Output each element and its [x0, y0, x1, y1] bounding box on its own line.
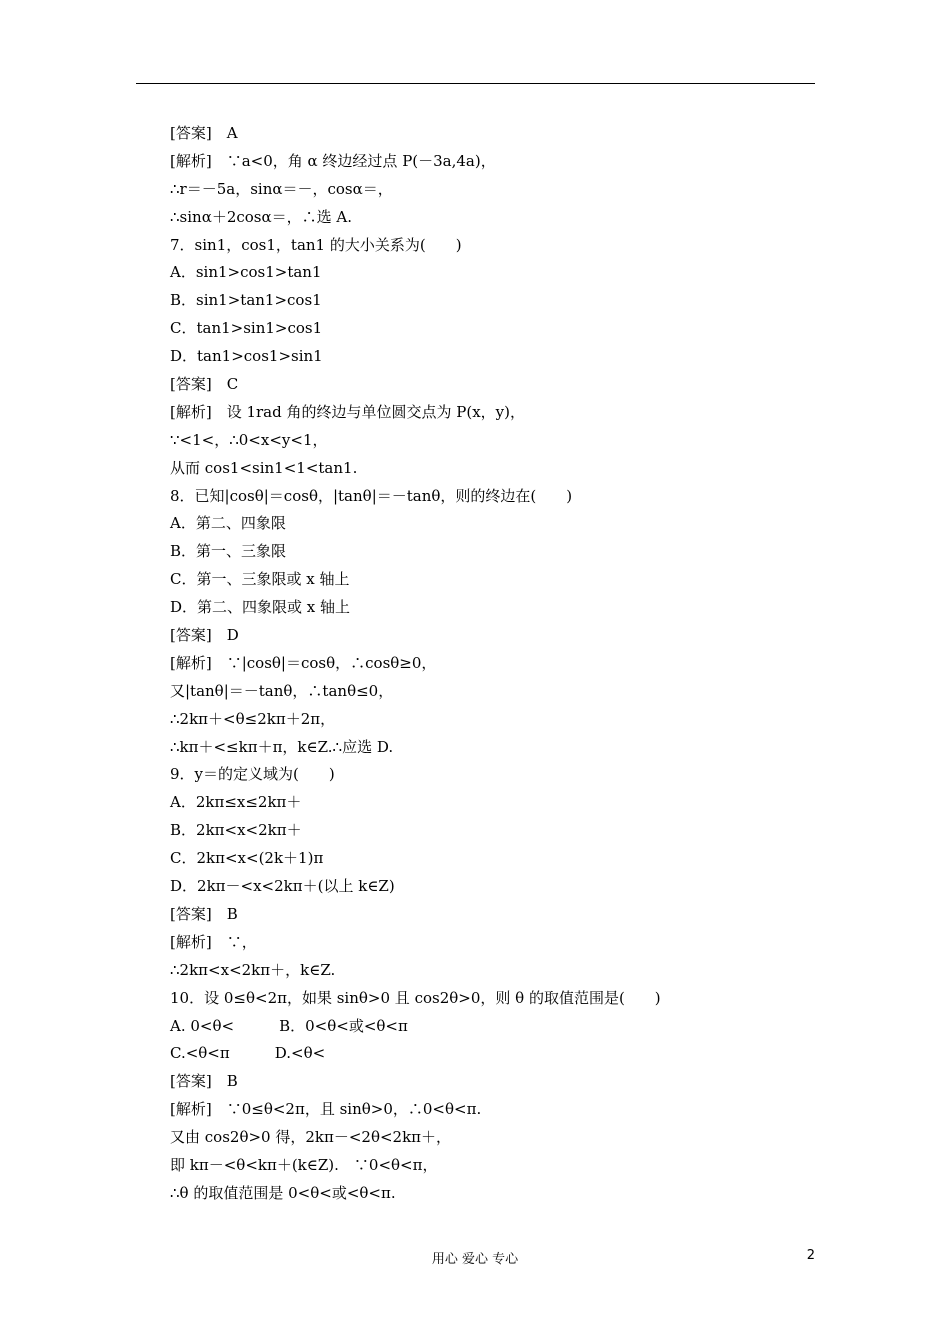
question-9: 9．y＝的定义域为( )	[170, 765, 335, 784]
question-8: 8．已知|cosθ|＝cosθ，|tanθ|＝－tanθ，则的终边在( )	[170, 486, 573, 505]
option-line: D．tan1>cos1>sin1	[170, 347, 323, 366]
text-line: ∴kπ＋<≤kπ＋π，k∈Z.∴应选 D.	[170, 737, 394, 756]
analysis-line: [解析] ∵，	[170, 932, 257, 951]
option-line: B．第一、三象限	[170, 542, 287, 561]
text-line: ∴θ 的取值范围是 0<θ<或<θ<π.	[170, 1183, 396, 1202]
body-text	[170, 120, 810, 1208]
text-line: 从而 cos1<sin1<1<tan1.	[170, 458, 358, 477]
question-7: 7．sin1，cos1，tan1 的大小关系为( )	[170, 235, 462, 254]
answer-line: [答案] D	[170, 626, 239, 645]
option-line: A．第二、四象限	[170, 514, 286, 533]
text-line: ∴2kπ＋<θ≤2kπ＋2π，	[170, 709, 336, 728]
option-line: C．tan1>sin1>cos1	[170, 319, 323, 338]
option-line: A．2kπ≤x≤2kπ＋	[170, 793, 302, 812]
analysis-line: [解析] ∵|cosθ|＝cosθ，∴cosθ≥0，	[170, 653, 437, 672]
answer-line: [答案] B	[170, 904, 238, 923]
text-line: ∵<1<，∴0<x<y<1，	[170, 430, 328, 449]
text-line: [答案] A	[170, 124, 238, 142]
answer-line: [答案] B	[170, 1072, 238, 1091]
option-line: B．sin1>tan1>cos1	[170, 291, 322, 310]
option-line: A．sin1>cos1>tan1	[170, 263, 322, 282]
question-10: 10．设 0≤θ<2π，如果 sinθ>0 且 cos2θ>0，则 θ 的取值范围是( )	[170, 988, 661, 1007]
answer-line: [答案] C	[170, 375, 239, 394]
option-line: C．第一、三象限或 x 轴上	[170, 570, 350, 589]
header-rule	[136, 83, 815, 84]
text-line: 又由 cos2θ>0 得，2kπ－<2θ<2kπ＋，	[170, 1128, 452, 1147]
option-line: D．2kπ－<x<2kπ＋(以上 k∈Z)	[170, 877, 395, 896]
option-line: B．2kπ<x<2kπ＋	[170, 821, 302, 840]
text-line: ∴r＝－5a，sinα＝－，cosα＝，	[170, 179, 393, 198]
footer-text: 用心 爱心 专心	[431, 1252, 519, 1267]
text-line: ∴2kπ<x<2kπ＋，k∈Z.	[170, 960, 336, 979]
analysis-line: [解析] ∵0≤θ<2π，且 sinθ>0，∴0<θ<π.	[170, 1100, 482, 1119]
page-number: 2	[806, 1248, 815, 1263]
option-line: C.<θ<π D.<θ<	[170, 1044, 326, 1063]
option-line: A. 0<θ< B．0<θ<或<θ<π	[170, 1016, 408, 1035]
text-line: 即 kπ－<θ<kπ＋(k∈Z). ∵0<θ<π，	[170, 1155, 438, 1174]
text-line: [解析] ∵a<0，角 α 终边经过点 P(－3a,4a)，	[170, 151, 496, 170]
text-line: 又|tanθ|＝－tanθ，∴tanθ≤0，	[170, 681, 394, 700]
text-line: ∴sinα＋2cosα＝，∴选 A.	[170, 207, 353, 226]
option-line: D．第二、四象限或 x 轴上	[170, 598, 351, 617]
option-line: C．2kπ<x<(2k＋1)π	[170, 849, 324, 868]
analysis-line: [解析] 设 1rad 角的终边与单位圆交点为 P(x，y)，	[170, 402, 525, 421]
